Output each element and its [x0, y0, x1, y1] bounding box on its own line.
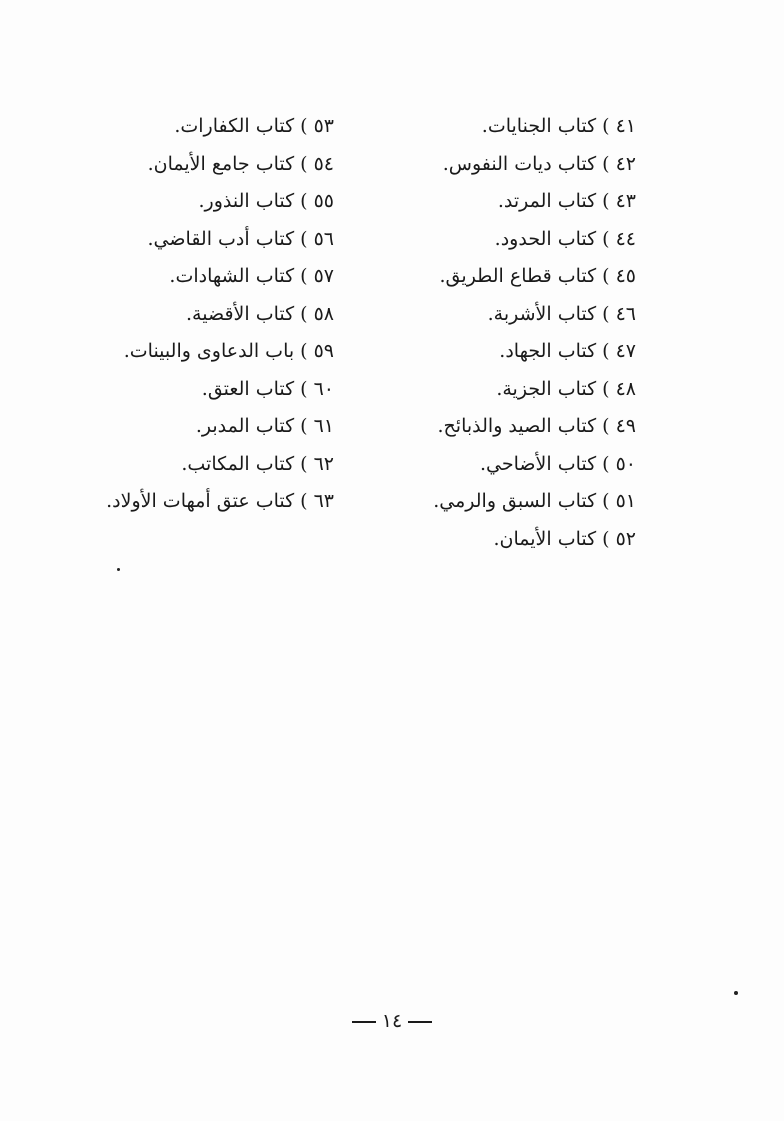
toc-item: [396, 408, 636, 446]
item-number: ٤٩: [615, 415, 636, 437]
item-number: ٤٦: [615, 302, 636, 325]
toc-item: [34, 408, 334, 446]
toc-item: [34, 258, 334, 296]
item-number: ٦٢: [313, 452, 334, 475]
item-number: ٤٢: [615, 152, 636, 175]
item-paren: ): [300, 190, 308, 212]
toc-item: [396, 296, 636, 334]
page-number-dash: [408, 1021, 432, 1023]
item-title: كتاب ديات النفوس.: [442, 152, 597, 175]
item-paren: ): [300, 227, 308, 250]
item-paren: ): [602, 490, 610, 512]
toc-item: [396, 333, 636, 371]
item-title: كتاب عتق أمهات الأولاد.: [106, 490, 295, 512]
item-title: كتاب المرتد.: [497, 190, 597, 212]
item-title: كتاب النذور.: [198, 190, 295, 212]
toc-item: [34, 296, 334, 334]
toc-item: [34, 146, 334, 184]
item-number: ٥٤: [313, 152, 334, 175]
item-number: ٥٥: [313, 190, 334, 212]
item-title: كتاب الأيمان.: [493, 527, 597, 550]
item-number: ٥٩: [313, 340, 334, 362]
item-paren: ): [602, 377, 610, 400]
toc-item: [34, 371, 334, 409]
item-title: كتاب جامع الأيمان.: [147, 152, 295, 175]
toc-item: [396, 446, 636, 484]
item-paren: ): [602, 152, 610, 175]
page-number: [0, 1010, 784, 1032]
item-paren: ): [602, 340, 610, 362]
item-title: كتاب العتق.: [201, 377, 295, 400]
item-number: ٦٣: [313, 490, 334, 512]
item-paren: ): [300, 152, 308, 175]
item-paren: ): [300, 452, 308, 475]
item-title: كتاب الأقضية.: [186, 302, 295, 325]
toc-item: [34, 446, 334, 484]
item-paren: ): [300, 490, 308, 512]
page-number-text: ١٤: [381, 1010, 403, 1032]
item-paren: ): [300, 415, 308, 437]
item-number: ٤٤: [615, 227, 636, 250]
toc-item: [396, 183, 636, 221]
item-number: ٦١: [313, 415, 334, 437]
toc-item: [34, 483, 334, 521]
item-number: ٥٣: [313, 115, 334, 137]
toc-item: [396, 221, 636, 259]
item-paren: ): [300, 340, 308, 362]
toc-item: [396, 371, 636, 409]
item-title: كتاب الأضاحي.: [480, 452, 597, 475]
item-number: ٤٧: [615, 340, 636, 362]
item-number: ٥٧: [313, 265, 334, 287]
toc-item: [396, 146, 636, 184]
scan-speck: [734, 991, 738, 995]
item-paren: ): [602, 265, 610, 287]
toc-item: [34, 221, 334, 259]
item-title: كتاب الصيد والذبائح.: [437, 415, 597, 437]
item-title: كتاب الشهادات.: [169, 265, 295, 287]
item-number: ٥٦: [313, 227, 334, 250]
item-number: ٥١: [615, 490, 636, 512]
item-paren: ): [602, 452, 610, 475]
item-number: ٦٠: [313, 377, 334, 400]
item-number: ٤٣: [615, 190, 636, 212]
item-title: كتاب الأشربة.: [487, 302, 597, 325]
item-title: كتاب المكاتب.: [181, 452, 295, 475]
toc-item: [396, 483, 636, 521]
item-paren: ): [602, 190, 610, 212]
item-paren: ): [300, 115, 308, 137]
item-number: ٥٨: [313, 302, 334, 325]
item-title: كتاب الحدود.: [494, 227, 597, 250]
item-title: كتاب أدب القاضي.: [147, 227, 295, 250]
item-title: كتاب الجنايات.: [481, 115, 597, 137]
item-title: كتاب الكفارات.: [174, 115, 295, 137]
item-paren: ): [300, 377, 308, 400]
item-title: كتاب المدبر.: [195, 415, 295, 437]
item-title: كتاب قطاع الطريق.: [439, 265, 597, 287]
item-title: باب الدعاوى والبينات.: [123, 340, 295, 362]
item-title: كتاب السبق والرمي.: [433, 490, 597, 512]
toc-item: [34, 108, 334, 146]
item-number: ٤٥: [615, 265, 636, 287]
item-number: ٤١: [615, 115, 636, 137]
item-number: ٤٨: [615, 377, 636, 400]
page-number-dash: [352, 1021, 376, 1023]
toc-column-left: [34, 108, 334, 521]
item-number: ٥٢: [615, 527, 636, 550]
item-paren: ): [602, 527, 610, 550]
item-paren: ): [602, 415, 610, 437]
toc-item: [34, 333, 334, 371]
item-paren: ): [300, 302, 308, 325]
toc-column-right: [396, 108, 636, 558]
item-title: كتاب الجزية.: [496, 377, 597, 400]
item-number: ٥٠: [615, 452, 636, 475]
item-paren: ): [602, 115, 610, 137]
toc-item: [396, 108, 636, 146]
toc-item: [396, 258, 636, 296]
toc-item: [396, 521, 636, 559]
item-paren: ): [602, 227, 610, 250]
scan-speck: [117, 568, 120, 571]
item-paren: ): [300, 265, 308, 287]
toc-item: [34, 183, 334, 221]
item-title: كتاب الجهاد.: [499, 340, 597, 362]
item-paren: ): [602, 302, 610, 325]
